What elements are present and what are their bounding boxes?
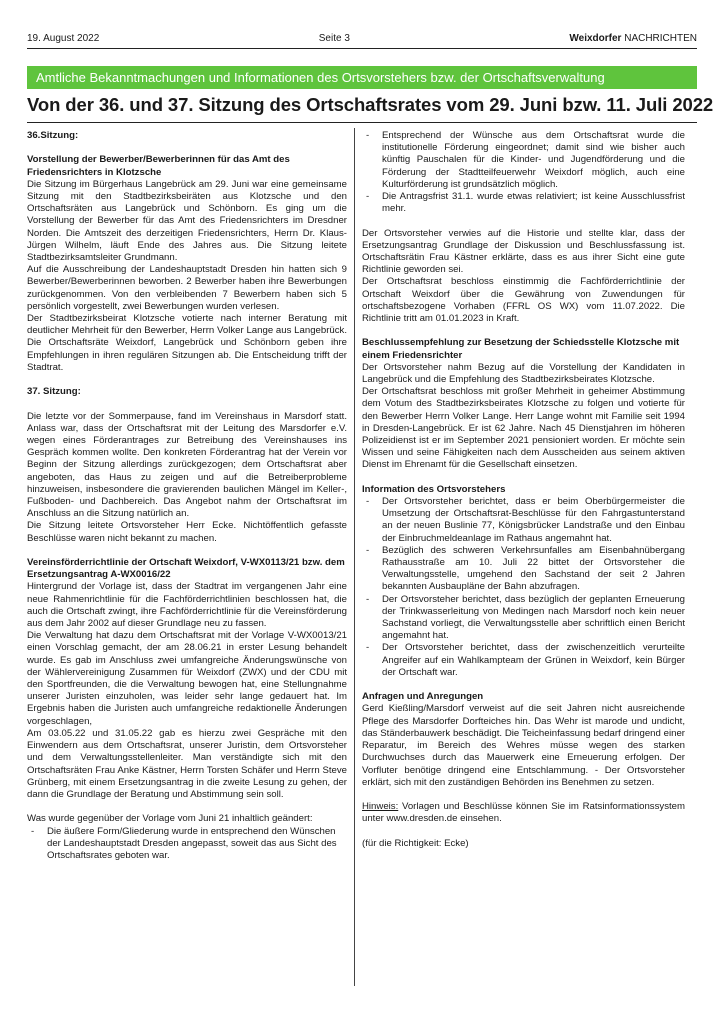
s36-paragraph-3: Der Stadtbezirksbeirat Klotzsche votierte nach interner Beratung mit deutlicher Mehrheit für den Bewerber, Herrn Volker Lange aus Langebrück. Die Ortschaftsräte Weixdorf, Langebrück und Schönborn geben ihre Empfehlungen in ihren regulären Sitzungen ab. Die Entscheidung trifft der Stadtrat. [27,313,347,373]
s37-paragraph-1: Die letzte vor der Sommerpause, fand im Vereinshaus in Marsdorf statt. Anlass war, dass der Ortschaftsrat mit der Leitung des Marsdorfer e.V. wegen eines Förderantrages zur Betreibung des Vereinshauses ins Gespräch kommen wollte. Den konkreten Förderantrag hat der Verein vor Beginn der Sitzung allerdings zurückgezogen; dem Ortschaftsrat aber angeboten, das Haus zu zeigen und auf die Betreiberprobleme hinzuweisen, insbesondere die gravierenden baulichen Mängel im Keller-, Fußboden- und Dachbereich. Das Angebot nahm der Ortschaftsrat im Anschluss an die Sitzung natürlich an. [27,410,347,520]
right-column [362,130,685,850]
bs-heading: Beschlussempfehlung zur Besetzung der Schiedsstelle Klotzsche mit einem Friedensrichter [362,337,680,361]
s37-paragraph-2: Die Sitzung leitete Ortsvorsteher Herr Ecke. Nichtöffentlich gefasste Beschlüsse waren nicht bekannt zu machen. [27,520,347,544]
bs-paragraph-2: Der Ortschaftsrat beschloss mit großer Mehrheit in geheimer Abstimmung dem Votum des Stadtbezirksbeirates Klotzsche zu folgen und votierte für den Bewerber Herrn Volker Lange. Herr Lange wohnt mit Familie seit 1994 in Dresden-Langebrück. Er ist 62 Jahre. Nach 45 Dienstjahren im höheren Polizeidienst ist er im September 2021 pensioniert worden. Er möchte sein Wissen und seine Fähigkeiten nach dem Ausscheiden aus seinem aktiven Dienst im Ehrenamt für die Gesellschaft einsetzen. [362,386,685,471]
s36-paragraph-1: Die Sitzung im Bürgerhaus Langebrück am 29. Juni war eine gemeinsame Sitzung mit den Stadtbezirksbeiräten aus Klotzsche und den Ortschaftsräten aus Langebrück und Schönborn. Es ging um die Vorstellung der Bewerber für das Amt des Friedensrichters im Dresdner Norden. Die Amtszeit des derzeitigen Friedensrichters, Herrn Dr. Klaus-Jürgen Wilhelm, läuft Ende des Jahres aus. Die Sitzung leitete Stadtbezirksamtsleiter Grundmann. [27,178,347,264]
vf-heading: Vereinsförderrichtlinie der Ortschaft Weixdorf, V-WX0113/21 bzw. dem Ersetzungsantrag A-WX0016/22 [27,557,345,581]
vf-change-list [27,826,347,863]
list-item: - Die Antragsfrist 31.1. wurde etwas relativiert; ist keine Ausschlussfrist mehr. [362,191,685,215]
vf-question: Was wurde gegenüber der Vorlage vom Juni 21 inhaltlich geändert: [27,813,313,825]
hinweis-label: Hinweis: [362,801,399,813]
list-item: - Der Ortsvorsteher berichtet, dass der zwischenzeitlich verurteilte Angreifer auf ein Wahlkampteam der Grünen in Weixdorf, kein Bürger der Ortschaft war. [362,642,685,679]
list-item: - Der Ortsvorsteher berichtet, dass bezüglich der geplanten Erneuerung der Trinkwasserleitung von Medingen nach Marsdorf noch kein neuer Sachstand vorliegt, die Verwaltungsstelle aber schriftlich einen Bericht angemahnt hat. [362,594,685,643]
info-heading: Information des Ortsvorstehers [362,483,506,495]
signoff: (für die Richtigkeit: Ecke) [362,837,469,849]
list-item: - Der Ortsvorsteher berichtet, dass er beim Oberbürgermeister die Umsetzung der Ortschaftsrat-Beschlüsse für den Fahrgastunterstand an der neuen Buslinie 77, Königsbrücker Landstraße und den Einbau der Einbruchmeldeanlage im Rathaus angemahnt hat. [362,496,685,545]
s36-subheading: Vorstellung der Bewerber/Bewerberinnen für das Amt des Friedensrichters in Klotzsche [27,154,290,178]
an-paragraph: Gerd Kießling/Marsdorf verweist auf die seit Jahren nicht ausreichende Pflege des Marsdorfer Dorfteiches hin. Das Wehr ist marode und undicht, das Ständerbauwerk beschädigt. Die Teicheinfassung bedarf dringend einer Reparatur, im Bereich des Wehres müsse wegen des starken Durchwuchses durch das Mauerwerk eine Erneuerung erfolgen. Der Vorfluter benötige dringend eine Entschlammung. - Der Ortsvorsteher erklärt, sich mit den zuständigen Behörden ins Benehmen zu setzen. [362,703,685,788]
hinweis-text: Vorlagen und Beschlüsse können Sie im Ratsinformationssystem unter www.dresden.de einsehen. [362,801,685,825]
list-item: - Entsprechend der Wünsche aus dem Ortschaftsrat wurde die institutionelle Förderung eingeordnet; damit sind wie bisher auch künftig Pauschalen für die Kinder- und Jugendförderung und die Förderung der Stadtteilfeuerwehr Weixdorf möglich, auch eine Kulturförderung ist grundsätzlich möglich. [362,130,685,191]
list-item: - Bezüglich des schweren Verkehrsunfalles am Eisenbahnübergang Rathausstraße am 10. Juli 22 bittet der Ortsvorsteher die Verwaltungsstelle, umgehend den Sachstand der seit 2 Jahren bekannten Ausbaupläne der Bahn abzufragen. [362,545,685,594]
vf-paragraph-2: Die Verwaltung hat dazu dem Ortschaftsrat mit der Vorlage V-WX0013/21 einen Vorschlag gemacht, der am 28.06.21 in erster Lesung behandelt wurde. Es gab im Anschluss zwei umfangreiche Änderungswünsche von der Wählervereinigung Zusammen für Weixdorf (ZWX) und der CDU mit den Sportfreunden, die die Verwaltung bewogen hat, eine Stellungnahme unserer Juristen einzuholen, was leider sehr lange gedauert hat. Im Ergebnis haben die Juristen auch umfangreiche redaktionelle Änderungen vorgeschlagen, [27,630,347,727]
s36-paragraph-2: Auf die Ausschreibung der Landeshauptstadt Dresden hin hatten sich 9 Bewerber/Bewerberinnen beworben. 2 Bewerber haben ihre Bewerbungen zurückgenommen. Von den verbleibenden 7 Bewerbern haben sich 5 persönlich vorgestellt, zwei Bewerbungen wurden verlesen. [27,264,347,312]
brand-bold: Weixdorfer [569,33,622,44]
left-column [27,130,347,862]
hinweis [362,801,685,825]
page-header [27,33,697,44]
column-divider [354,128,355,986]
vf-paragraph-5: Der Ortschaftsrat beschloss einstimmig die Fachförderrichtlinie der Ortschaft Weixdorf über die Gewährung von Zuwendungen für ortschaftsbezogene Vorhaben (FFRL OS WX) vom 11.07.2022. Die Richtlinie tritt am 01.01.2023 in Kraft. [362,276,685,325]
vf-paragraph-4: Der Ortsvorsteher verwies auf die Historie und stellte klar, dass der Ersetzungsantrag Grundlage der Diskussion und Beschlussfassung ist. Ortschaftsrätin Frau Kästner erklärte, dass es aus ihrer Sicht eine gute Richtlinie geworden sei. [362,227,685,276]
vf-paragraph-3: Am 03.05.22 und 31.05.22 gab es hierzu zwei Gespräche mit den Einwendern aus dem Ortschaftsrat, unserer Juristin, dem Ortsvorsteher und dem Verwaltungsstellenleiter. Man verständigte sich mit den Ortschaftsräten Frau Anke Kästner, Herrn Torsten Schäfer und Herrn Steve Grünberg, mit einem Ersetzungsantrag in die zweite Lesung zu gehen, der dann die Grundlage der Beratung und Abstimmung sein soll. [27,727,347,800]
list-item: - Die äußere Form/Gliederung wurde in entsprechend den Wünschen der Landeshauptstadt Dresden angepasst, soweit das aus Sicht des Ortschaftsrates geboten war. [27,826,347,863]
publication-name [569,33,697,44]
header-rule [27,48,697,49]
headline-rule [27,122,697,123]
an-heading: Anfragen und Anregungen [362,691,484,703]
bs-paragraph-1: Der Ortsvorsteher nahm Bezug auf die Vorstellung der Kandidaten in Langebrück und die Empfehlung des Stadtbezirksbeirates Klotzsche. [362,361,685,386]
vf-paragraph-1: Hintergrund der Vorlage ist, dass der Stadtrat im vergangenen Jahr eine neue Rahmenrichtlinie für die Fachförderrichtlinien beschlossen hat, die auch die Ortschaft zwingt, ihre Fachförderrichtlinie für die Vereinsförderung aus dem Jahr 2002 auf dieser Grundlage neu zu fassen. [27,581,347,630]
s37-heading: 37. Sitzung: [27,386,81,398]
issue-date: 19. August 2022 [27,33,100,44]
article-headline: Von der 36. und 37. Sitzung des Ortschaftsrates vom 29. Juni bzw. 11. Juli 2022 [27,94,714,115]
brand-rest: NACHRICHTEN [621,33,697,44]
info-list [362,496,685,679]
section-banner: Amtliche Bekanntmachungen und Informationen des Ortsvorstehers bzw. der Ortschaftsverwaltung [27,66,697,89]
vf-change-list-continued [362,130,685,215]
page-number: Seite 3 [318,33,350,44]
s36-heading: 36.Sitzung: [27,130,79,141]
